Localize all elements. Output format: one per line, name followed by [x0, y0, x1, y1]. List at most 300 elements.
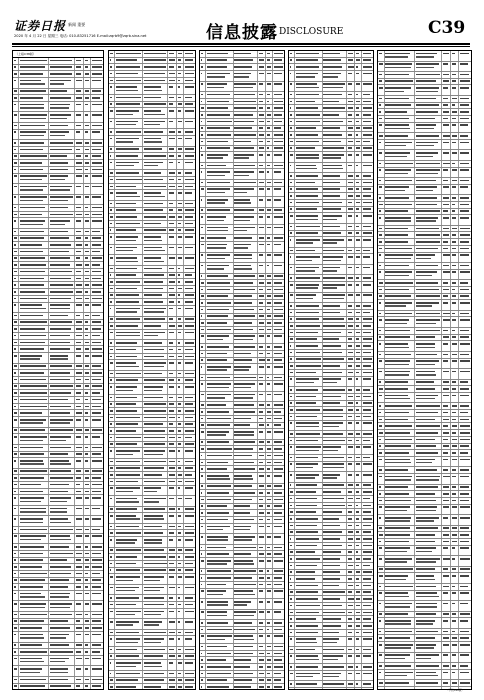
table-cell	[115, 371, 143, 377]
table-cell	[177, 330, 184, 340]
table-cell	[184, 266, 195, 272]
text-ink	[14, 484, 18, 486]
table-cell	[115, 317, 143, 323]
text-ink	[20, 200, 43, 201]
text-ink	[92, 399, 101, 401]
text-ink	[76, 104, 81, 106]
table-cell	[143, 448, 168, 458]
text-ink	[92, 264, 100, 266]
text-ink	[144, 268, 161, 270]
table-cell	[115, 408, 143, 414]
table-cell	[177, 58, 184, 64]
text-ink	[185, 172, 193, 174]
table-cell	[91, 551, 103, 557]
table-cell	[75, 236, 84, 242]
table-cell	[19, 534, 49, 544]
text-ink	[50, 342, 70, 344]
text-ink	[20, 149, 43, 151]
table-cell	[168, 119, 177, 129]
table-cell	[143, 678, 168, 684]
page-number: C39	[428, 18, 465, 38]
text-ink	[76, 559, 81, 561]
table-cell	[168, 384, 177, 394]
text-ink	[50, 685, 71, 687]
table-cell	[184, 221, 195, 227]
text-ink	[14, 651, 16, 653]
text-ink	[85, 379, 89, 381]
table-row	[109, 678, 195, 685]
text-ink	[92, 447, 102, 449]
table-cell	[168, 371, 177, 377]
table-cell	[143, 190, 168, 200]
table-cell	[84, 353, 91, 363]
text-ink	[50, 637, 67, 638]
table-cell	[75, 205, 84, 211]
table-cell	[49, 428, 75, 434]
text-ink	[92, 142, 102, 144]
text-ink	[20, 73, 43, 75]
text-ink	[85, 298, 89, 300]
table-cell	[49, 417, 75, 427]
table-row	[109, 507, 195, 514]
text-ink	[110, 281, 113, 283]
text-ink	[85, 497, 89, 499]
text-ink	[110, 423, 112, 425]
table-cell	[75, 147, 84, 153]
table-cell	[49, 71, 75, 77]
table-cell	[84, 229, 91, 235]
text-ink	[178, 417, 180, 419]
table-cell	[168, 609, 177, 619]
text-ink	[76, 566, 82, 568]
table-cell	[84, 154, 91, 160]
table-row	[109, 234, 195, 245]
table-row	[109, 513, 195, 524]
text-ink	[20, 224, 43, 225]
text-ink	[144, 325, 161, 327]
text-ink	[76, 355, 81, 357]
text-ink	[169, 673, 174, 675]
text-ink	[185, 373, 195, 375]
text-ink	[50, 196, 73, 198]
text-ink	[144, 580, 159, 581]
text-ink	[14, 658, 18, 660]
table-cell	[168, 279, 177, 285]
table-cell	[115, 636, 143, 646]
text-ink	[116, 179, 142, 181]
text-ink	[110, 148, 112, 150]
table-cell	[184, 507, 195, 513]
table-cell	[184, 428, 195, 434]
text-ink	[116, 467, 140, 469]
table-row	[109, 448, 195, 459]
table-row	[109, 684, 195, 690]
text-ink	[185, 155, 195, 157]
text-ink	[169, 148, 174, 150]
text-ink	[85, 566, 89, 568]
table-cell	[184, 208, 195, 214]
table-cell	[19, 289, 49, 295]
text-ink	[76, 162, 82, 164]
text-ink	[110, 443, 113, 445]
table-cell	[115, 170, 143, 176]
table-cell	[168, 147, 177, 153]
text-ink	[144, 288, 162, 290]
text-ink	[20, 447, 43, 449]
text-ink	[185, 655, 194, 657]
text-ink	[185, 223, 193, 225]
text-ink	[178, 342, 180, 344]
text-ink	[50, 470, 71, 472]
text-ink	[20, 385, 47, 387]
text-ink	[185, 443, 194, 445]
table-row	[109, 190, 195, 201]
text-ink	[169, 556, 175, 558]
text-ink	[50, 365, 72, 367]
table-cell	[49, 534, 75, 544]
table-cell	[84, 506, 91, 516]
text-ink	[110, 379, 113, 381]
table-cell	[19, 649, 49, 655]
text-ink	[50, 529, 73, 531]
table-cell	[177, 395, 184, 401]
logo-subtitle-line: 新闻 重要	[68, 22, 85, 27]
text-ink	[50, 220, 70, 222]
table-cell	[184, 671, 195, 677]
table-cell	[115, 513, 143, 523]
table-cell	[177, 530, 184, 536]
text-ink	[116, 261, 139, 262]
table-cell	[19, 89, 49, 95]
text-ink	[20, 412, 41, 414]
table-cell	[115, 147, 143, 153]
table-cell	[115, 299, 143, 305]
text-ink	[185, 515, 194, 517]
table-cell	[75, 65, 84, 71]
text-ink	[169, 563, 174, 565]
table-cell	[115, 574, 143, 584]
text-ink	[85, 559, 89, 561]
table-cell	[84, 643, 91, 649]
text-ink	[50, 661, 65, 662]
table-cell	[184, 190, 195, 200]
text-ink	[144, 655, 163, 657]
table-cell	[91, 489, 103, 495]
table-cell	[168, 214, 177, 220]
text-ink	[76, 453, 82, 455]
text-ink	[169, 515, 174, 517]
text-ink	[92, 175, 102, 177]
text-ink	[178, 301, 181, 303]
text-ink	[76, 372, 82, 374]
text-ink	[76, 477, 81, 479]
table-row	[109, 415, 195, 422]
text-ink	[178, 121, 182, 123]
text-ink	[92, 237, 101, 239]
text-ink	[92, 80, 101, 82]
text-ink	[110, 155, 112, 157]
text-ink	[110, 430, 112, 432]
text-ink	[20, 220, 44, 222]
text-ink	[20, 627, 42, 629]
text-ink	[185, 216, 193, 218]
text-ink	[110, 632, 113, 634]
table-cell	[75, 445, 84, 451]
text-ink	[50, 429, 73, 431]
text-ink	[20, 596, 45, 597]
text-ink	[110, 679, 113, 681]
table-cell	[91, 619, 103, 625]
text-ink	[85, 470, 89, 472]
table-cell	[115, 360, 143, 370]
table-cell	[91, 684, 103, 690]
table-cell	[84, 684, 91, 690]
table-row	[13, 340, 103, 347]
table-cell	[19, 475, 49, 481]
table-row	[109, 102, 195, 109]
table-cell	[84, 666, 91, 676]
text-ink	[185, 236, 194, 238]
text-ink	[85, 453, 89, 455]
table-cell	[184, 415, 195, 421]
table-row	[13, 612, 103, 619]
text-ink	[169, 362, 173, 364]
table-row	[13, 242, 103, 249]
text-ink	[92, 651, 100, 653]
table-cell	[91, 434, 103, 444]
table-cell	[177, 466, 184, 472]
text-ink	[169, 417, 174, 419]
table-cell	[184, 184, 195, 190]
text-ink	[20, 142, 44, 144]
table-cell	[115, 479, 143, 485]
text-ink	[50, 385, 74, 387]
table-cell	[177, 459, 184, 465]
table-cell	[143, 408, 168, 414]
table-cell	[84, 397, 91, 403]
text-ink	[116, 294, 139, 296]
text-ink	[92, 291, 101, 293]
text-ink	[110, 686, 113, 688]
table-row	[13, 154, 103, 161]
text-ink	[178, 80, 180, 82]
table-cell	[84, 160, 91, 166]
table-cell	[19, 269, 49, 275]
text-ink	[76, 399, 80, 401]
text-ink	[50, 436, 72, 438]
table-cell	[49, 677, 75, 683]
text-ink	[110, 349, 113, 351]
text-ink	[144, 443, 165, 445]
table-cell	[75, 601, 84, 611]
text-ink	[14, 257, 18, 259]
text-ink	[76, 508, 82, 510]
text-ink	[76, 214, 82, 216]
table-cell	[115, 395, 143, 401]
table-cell	[84, 445, 91, 451]
table-cell	[115, 595, 143, 601]
text-ink	[92, 73, 102, 75]
text-ink	[169, 498, 174, 500]
text-ink	[178, 229, 181, 231]
table-row	[13, 656, 103, 667]
table-cell	[49, 397, 75, 403]
table-cell	[143, 660, 168, 670]
text-ink	[185, 342, 194, 344]
text-ink	[116, 59, 137, 61]
text-ink	[85, 155, 88, 157]
text-ink	[185, 397, 194, 399]
table-cell	[19, 78, 49, 88]
text-ink	[76, 264, 82, 266]
text-ink	[76, 142, 82, 144]
table-cell	[75, 656, 84, 666]
text-ink	[144, 532, 162, 534]
table-row	[109, 51, 195, 58]
table-row	[13, 625, 103, 632]
text-ink	[14, 491, 16, 493]
text-ink	[85, 412, 88, 414]
text-ink	[20, 460, 43, 462]
text-ink	[50, 257, 71, 259]
table-cell	[49, 218, 75, 228]
text-ink	[110, 673, 112, 675]
table-cell	[75, 364, 84, 370]
text-ink	[50, 412, 70, 414]
text-ink	[178, 410, 181, 412]
table-cell	[143, 435, 168, 441]
table-cell	[19, 377, 49, 383]
table-cell	[75, 160, 84, 166]
text-ink	[76, 284, 82, 286]
table-cell	[84, 326, 91, 332]
table-cell	[115, 330, 143, 340]
text-ink	[92, 328, 101, 330]
text-ink	[76, 73, 81, 75]
text-ink	[178, 172, 181, 174]
table-cell	[177, 190, 184, 200]
text-ink	[116, 611, 141, 613]
text-ink	[178, 138, 182, 140]
text-ink	[50, 355, 68, 357]
table-cell	[168, 102, 177, 108]
table-cell	[143, 602, 168, 608]
table-row	[13, 236, 103, 243]
table-cell	[91, 174, 103, 184]
text-ink	[185, 481, 194, 483]
text-ink	[76, 385, 81, 387]
table-cell	[19, 469, 49, 475]
table-cell	[49, 296, 75, 302]
text-ink	[116, 281, 140, 283]
text-ink	[92, 535, 102, 537]
table-cell	[49, 249, 75, 255]
text-ink	[14, 412, 17, 414]
table-cell	[91, 313, 103, 319]
table-row	[109, 378, 195, 385]
text-ink	[50, 335, 70, 337]
text-ink	[178, 662, 182, 664]
table-cell	[177, 221, 184, 227]
text-ink	[185, 294, 194, 296]
text-ink	[169, 162, 173, 164]
text-ink	[144, 362, 166, 364]
text-ink	[178, 268, 180, 270]
text-ink	[144, 138, 161, 140]
table-cell	[168, 340, 177, 346]
table-row	[13, 677, 103, 684]
table-cell	[19, 677, 49, 683]
table-cell	[49, 95, 75, 101]
table-cell	[19, 643, 49, 649]
table-cell	[49, 527, 75, 533]
text-ink	[50, 463, 71, 464]
text-ink	[116, 203, 136, 205]
text-ink	[116, 236, 139, 238]
text-ink	[76, 196, 82, 198]
text-ink	[110, 587, 113, 589]
table-cell	[91, 140, 103, 146]
text-ink	[50, 104, 70, 106]
text-ink	[169, 597, 173, 599]
text-ink	[169, 356, 174, 358]
table-cell	[177, 184, 184, 190]
text-ink	[110, 257, 113, 259]
table-cell	[75, 112, 84, 122]
table-cell	[75, 282, 84, 288]
table-cell	[115, 678, 143, 684]
text-ink	[50, 125, 68, 127]
text-ink	[85, 175, 89, 177]
masthead	[0, 0, 484, 44]
table-cell	[177, 595, 184, 601]
text-ink	[116, 80, 142, 82]
table-row	[109, 347, 195, 354]
text-ink	[50, 668, 69, 670]
table-cell	[143, 208, 168, 214]
text-ink	[50, 244, 71, 246]
text-ink	[144, 155, 166, 157]
table-row	[13, 643, 103, 650]
text-ink	[92, 634, 101, 636]
text-ink	[50, 447, 71, 449]
text-ink	[85, 685, 88, 687]
text-ink	[178, 59, 182, 61]
text-ink	[169, 103, 173, 105]
text-ink	[185, 103, 194, 105]
text-ink	[14, 634, 16, 636]
table-row	[109, 442, 195, 449]
text-ink	[20, 186, 47, 188]
text-ink	[92, 419, 101, 421]
text-ink	[92, 453, 101, 455]
text-ink	[178, 515, 182, 517]
text-ink	[85, 304, 89, 306]
text-ink	[144, 576, 164, 578]
text-ink	[85, 207, 88, 209]
table-row	[109, 119, 195, 130]
text-ink	[14, 214, 18, 216]
table-cell	[84, 370, 91, 376]
table-cell	[91, 195, 103, 205]
table-row	[13, 353, 103, 364]
text-ink	[85, 573, 88, 575]
text-ink	[76, 429, 82, 431]
text-ink	[110, 274, 112, 276]
table-cell	[84, 410, 91, 416]
table-row	[13, 346, 103, 353]
table-cell	[84, 619, 91, 625]
